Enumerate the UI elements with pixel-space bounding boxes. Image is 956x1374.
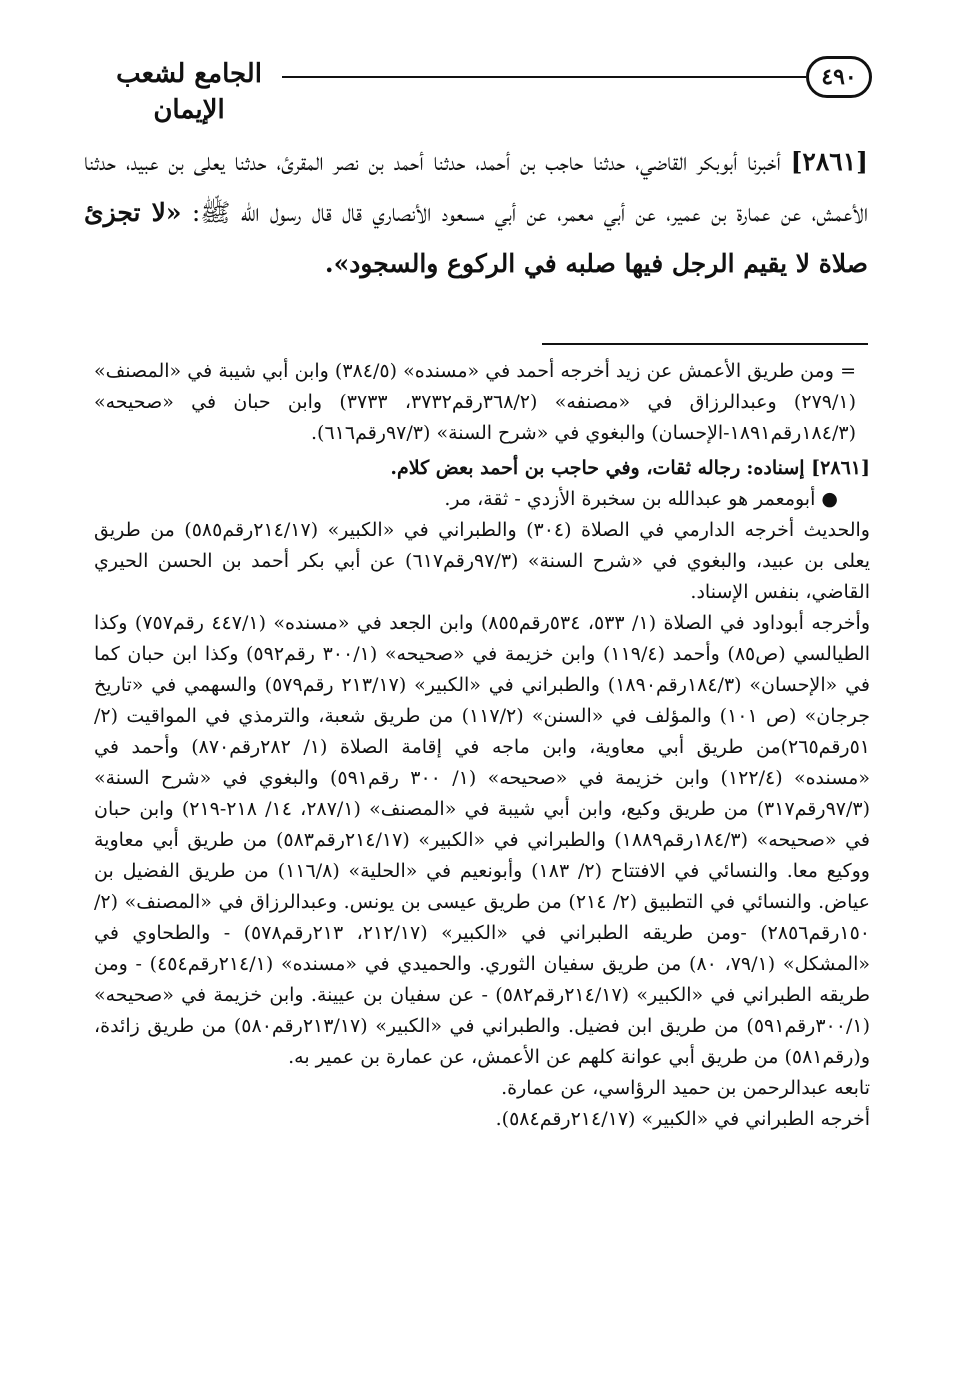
footnote-separator xyxy=(542,343,868,345)
takhrij-paragraph-1: والحديث أخرجه الدارمي في الصلاة (٣٠٤) والطبراني في «الكبير» (٢١٤/١٧رقم٥٨٥) من طريق يعلى بن عبيد، والبغوي في «شرح السنة» (٩٧/٣رقم٦١٧) عن أبي بكر أحمد بن الحسن الحيري القاضي، بنفس الإسناد. xyxy=(94,519,870,603)
hadith-matn: «لا تجزئ صلاة لا يقيم الرجل فيها صلبه في الركوع والسجود». xyxy=(84,198,868,278)
takhrij-paragraph-3: تابعه عبدالرحمن بن حميد الرؤاسي، عن عمارة. xyxy=(501,1077,870,1099)
page-header xyxy=(96,54,872,125)
footnote-continuation: = ومن طريق الأعمش عن زيد أخرجه أحمد في «مسنده» (٣٨٤/٥) وابن أبي شيبة في «المصنف» (٢٧٩/١) وعبدالرزاق في «مصنفه» (٣٦٨/٢رقم٣٧٣٢، ٣٧٣٣) وابن حبان في «صحيحه» (١٨٤/٣رقم١٨٩١-الإحسان) والبغوي في «شرح السنة» (٩٧/٣رقم٦١٦). xyxy=(94,360,857,444)
isnad-text: رجاله ثقات، وفي حاجب بن أحمد بعض كلام. xyxy=(390,457,741,479)
hadith-number: [٢٨٦١] xyxy=(790,147,868,176)
page-number: ٤٩٠ xyxy=(806,56,872,98)
footnotes xyxy=(94,356,870,1135)
isnad-label: [٢٨٦١] إسناده: xyxy=(746,457,870,479)
isnad-grading xyxy=(94,453,870,484)
header-rule xyxy=(282,76,806,78)
hadith-isnad: أخبرنا أبوبكر القاضي، حدثنا حاجب بن أحمد، حدثنا أحمد بن نصر المقرئ، حدثنا يعلى بن عبيد، حدثنا الأعمش، عن عمارة بن عمير، عن أبي معمر، عن أبي مسعود الأنصاري قال قال رسول الله ﷺ: xyxy=(84,147,868,227)
takhrij-paragraph-4: أخرجه الطبراني في «الكبير» (٢١٤/١٧رقم٥٨٤). xyxy=(495,1108,870,1130)
narrator-note: ● أبومعمر هو عبدالله بن سخبرة الأزدي - ثقة، مر. xyxy=(444,488,838,510)
hadith-text xyxy=(84,136,868,289)
takhrij-paragraph-2: وأخرجه أبوداود في الصلاة (١/ ٥٣٣، ٥٣٤رقم٨٥٥) وابن الجعد في «مسنده» (٤٤٧/١ رقم٧٥٧) وكذا الطيالسي (ص٨٥) وأحمد (١١٩/٤) وابن خزيمة في «صحيحه» (٣٠٠/١ رقم٥٩٢) وكذا ابن حبان كما في «الإحسان» (١٨٤/٣رقم١٨٩٠) والطبراني في «الكبير» (٢١٣/١٧ رقم٥٧٩) والسهمي في «تاريخ جرجان» (ص ١٠١) والمؤلف في «السنن» (١١٧/٢) من طريق شعبة، والترمذي في المواقيت (٢/ ٥١رقم٢٦٥)من طريق أبي معاوية، وابن ماجه في إقامة الصلاة (١/ ٢٨٢رقم٨٧٠) وأحمد في «مسنده» (١٢٢/٤) وابن خزيمة في «صحيحه» (١/ ٣٠٠ رقم٥٩١) والبغوي في «شرح السنة» (٩٧/٣رقم٣١٧) من طريق وكيع، وابن أبي شيبة في «المصنف» (٢٨٧/١، ١٤/ ٢١٨-٢١٩) وابن حبان في «صحيحه» (١٨٤/٣رقم١٨٨٩) والطبراني في «الكبير» (٢١٤/١٧رقم٥٨٣) من طريق أبي معاوية ووكيع معا. والنسائي في الافتتاح (٢/ ١٨٣) وأبونعيم في «الحلية» (١١٦/٨) من طريق الفضيل بن عياض. والنسائي في التطبيق (٢/ ٢١٤) من طريق عيسى بن يونس. وعبدالرزاق في «المصنف» (٢/ ١٥٠رقم٢٨٥٦) -ومن طريقه الطبراني في «الكبير» (٢١٢/١٧، ٢١٣رقم٥٧٨) - والطحاوي في «المشكل» (٧٩/١، ٨٠) من طريق سفيان الثوري. والحميدي في «مسنده» (٢١٤/١رقم٤٥٤) - ومن طريقه الطبراني في «الكبير» (٢١٤/١٧رقم٥٨٢) - عن سفيان بن عيينة. وابن خزيمة في «صحيحه» (٣٠٠/١رقم٥٩١) من طريق ابن فضيل. والطبراني في «الكبير» (٢١٣/١٧رقم٥٨٠) من طريق زائدة، و(رقم٥٨١) من طريق أبي عوانة كلهم عن الأعمش، عن عمارة بن عمير به. xyxy=(94,612,871,1068)
book-title: الجامع لشعب الإيمان xyxy=(116,59,262,125)
